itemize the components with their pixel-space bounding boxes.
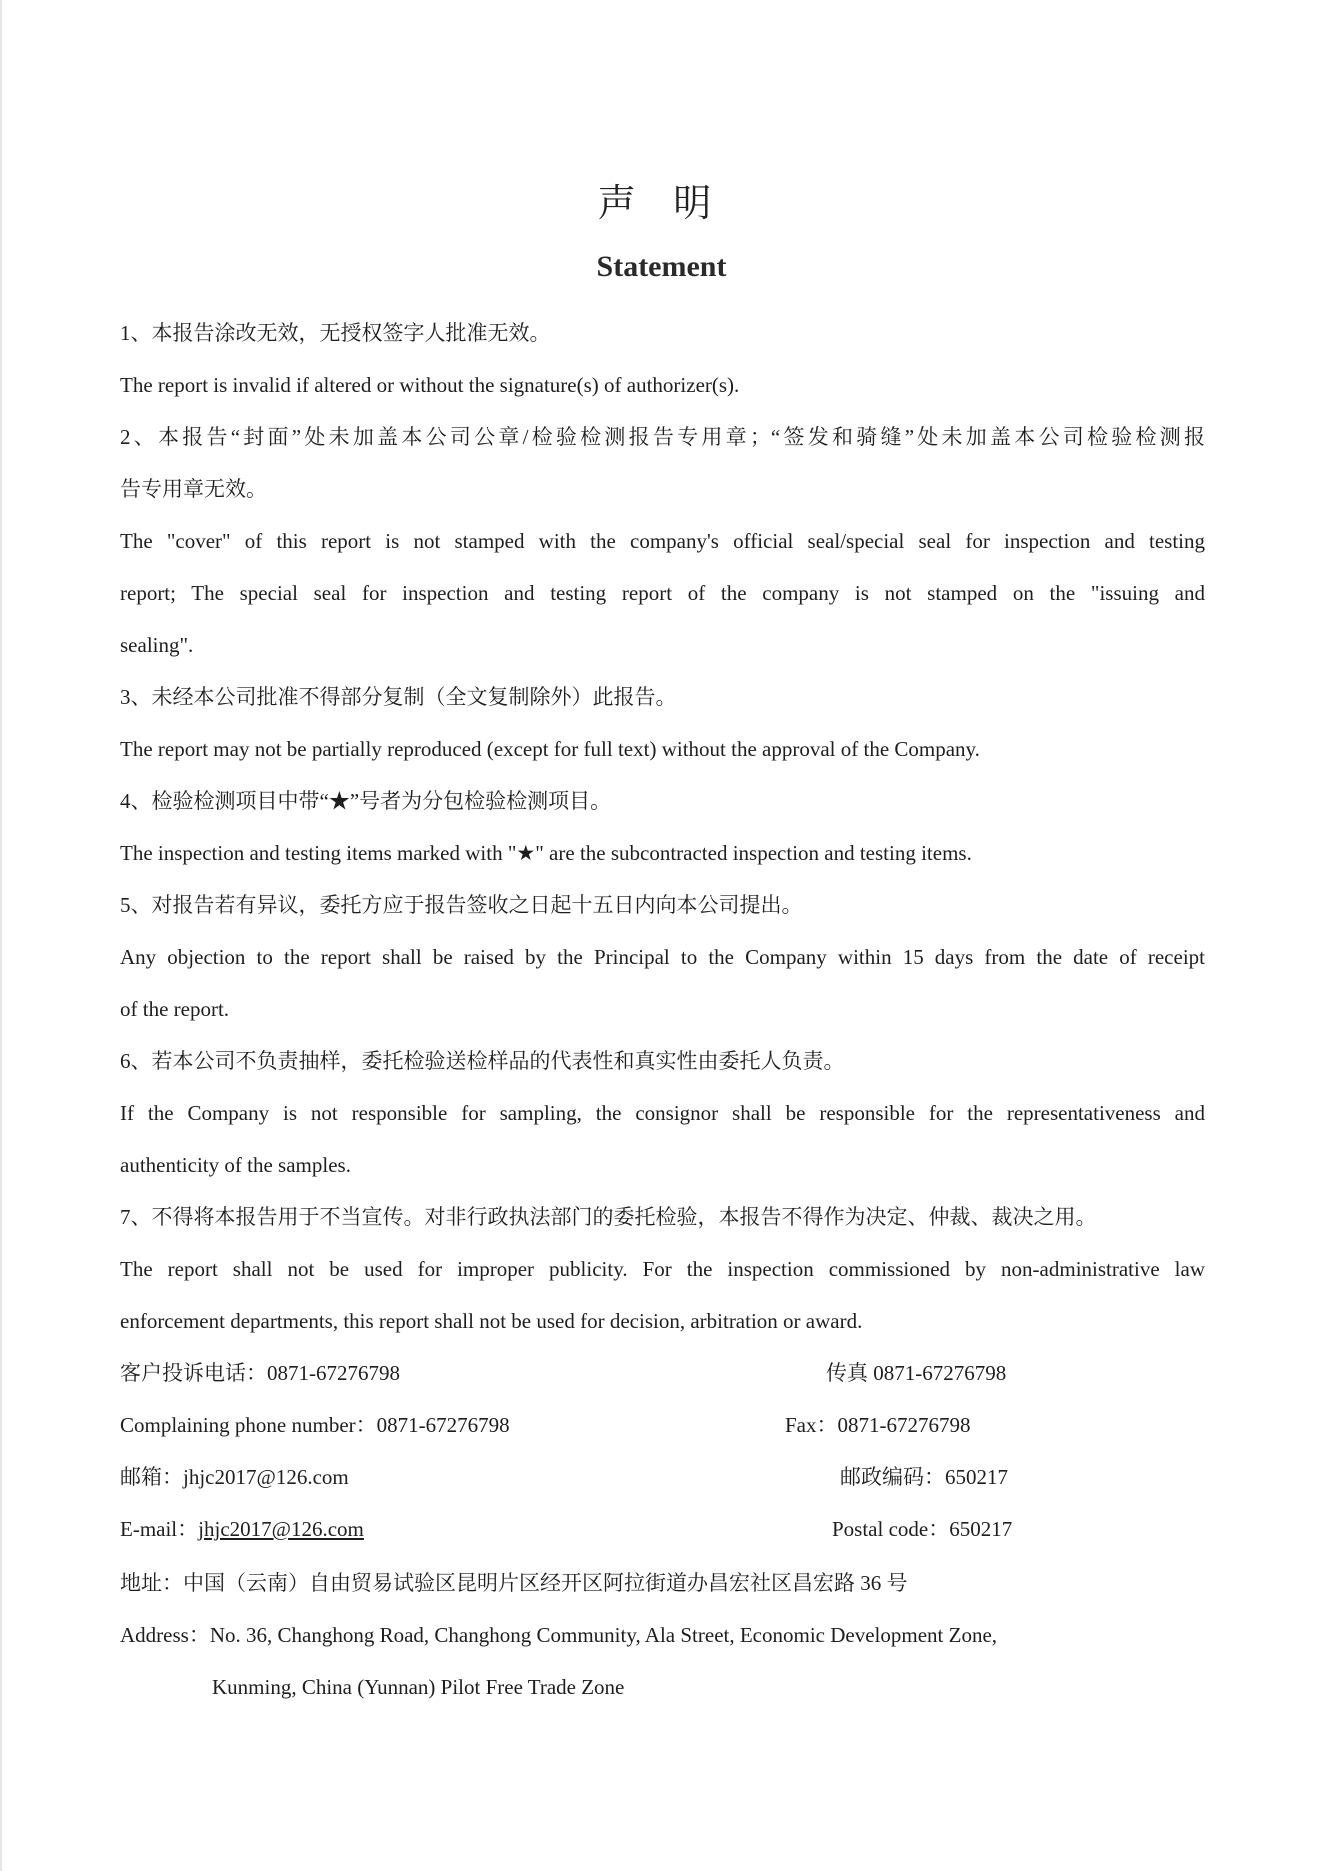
postal-en-value: 650217 (949, 1517, 1013, 1541)
item-3-cn: 3、未经本公司批准不得部分复制（全文复制除外）此报告。 (120, 685, 677, 709)
fax-cn-value: 0871-67276798 (873, 1361, 1007, 1385)
item-5-en-line1: Any objection to the report shall be raised by the Principal to the Company within 15 days from the date of receipt (120, 945, 1205, 969)
phone-cn-row (120, 1360, 1205, 1386)
item-6-en-line1: If the Company is not responsible for sampling, the consignor shall be responsible for the representativeness and (120, 1101, 1205, 1125)
phone-en-value: 0871-67276798 (376, 1413, 510, 1437)
item-2-cn-line1: 2、本报告“封面”处未加盖本公司公章/检验检测报告专用章；“签发和骑缝”处未加盖本公司检验检测报 (120, 425, 1205, 449)
item-4-en: The inspection and testing items marked with "★" are the subcontracted inspection and testing items. (120, 841, 972, 865)
phone-en-row (120, 1412, 1205, 1438)
item-6-en-line2: authenticity of the samples. (120, 1153, 351, 1177)
fax-en-label: Fax： (785, 1413, 838, 1437)
email-cn-row (120, 1464, 1205, 1490)
fax-cn-label: 传真 (826, 1361, 874, 1385)
item-3-en: The report may not be partially reproduced (except for full text) without the approval of the Company. (120, 737, 980, 761)
email-en-link[interactable]: jhjc2017@126.com (198, 1517, 364, 1541)
postal-cn-row (840, 1464, 1008, 1490)
email-cn-label: 邮箱： (120, 1465, 183, 1489)
item-2-en-line1: The "cover" of this report is not stamped with the company's official seal/special seal for inspection and testing (120, 529, 1205, 553)
postal-cn-label: 邮政编码： (840, 1465, 945, 1489)
email-cn-value[interactable]: jhjc2017@126.com (183, 1465, 349, 1489)
email-en-label: E-mail： (120, 1517, 199, 1541)
address-en-row (120, 1622, 1205, 1648)
phone-en-label: Complaining phone number： (120, 1413, 377, 1437)
item-6-cn: 6、若本公司不负责抽样，委托检验送检样品的代表性和真实性由委托人负责。 (120, 1049, 845, 1073)
email-en-row (120, 1516, 1205, 1542)
fax-en-row (785, 1412, 971, 1438)
item-5-cn: 5、对报告若有异议，委托方应于报告签收之日起十五日内向本公司提出。 (120, 893, 803, 917)
postal-en-row (832, 1516, 1012, 1542)
phone-cn-value: 0871-67276798 (267, 1361, 400, 1385)
postal-cn-value: 650217 (945, 1465, 1008, 1489)
item-1-cn: 1、本报告涂改无效，无授权签字人批准无效。 (120, 321, 551, 345)
phone-cn-label: 客户投诉电话： (120, 1361, 267, 1385)
title-english: Statement (596, 250, 727, 283)
item-1-en: The report is invalid if altered or without the signature(s) of authorizer(s). (120, 373, 740, 397)
address-en-line2: Kunming, China (Yunnan) Pilot Free Trade Zone (212, 1675, 625, 1699)
address-en-line1: No. 36, Changhong Road, Changhong Community, Ala Street, Economic Development Zone, (209, 1623, 998, 1647)
fax-en-value: 0871-67276798 (837, 1413, 971, 1437)
item-2-en-line2: report; The special seal for inspection and testing report of the company is not stamped on the "issuing and (120, 581, 1205, 605)
fax-cn-row (826, 1360, 1006, 1386)
address-cn: 地址：中国（云南）自由贸易试验区昆明片区经开区阿拉街道办昌宏社区昌宏路 36 号 (120, 1571, 908, 1595)
item-2-en-line3: sealing". (120, 633, 194, 657)
item-7-en-line1: The report shall not be used for improper publicity. For the inspection commissioned by non-administrative law (120, 1257, 1205, 1281)
item-4-cn: 4、检验检测项目中带“★”号者为分包检验检测项目。 (120, 789, 612, 813)
item-2-cn-line2: 告专用章无效。 (120, 477, 267, 501)
address-en-label: Address： (120, 1623, 210, 1647)
item-5-en-line2: of the report. (120, 997, 230, 1021)
item-7-cn: 7、不得将本报告用于不当宣传。对非行政执法部门的委托检验，本报告不得作为决定、仲裁、裁决之用。 (120, 1205, 1097, 1229)
title-chinese: 声 明 (597, 183, 726, 225)
postal-en-label: Postal code： (832, 1517, 950, 1541)
item-7-en-line2: enforcement departments, this report shall not be used for decision, arbitration or award. (120, 1309, 863, 1333)
